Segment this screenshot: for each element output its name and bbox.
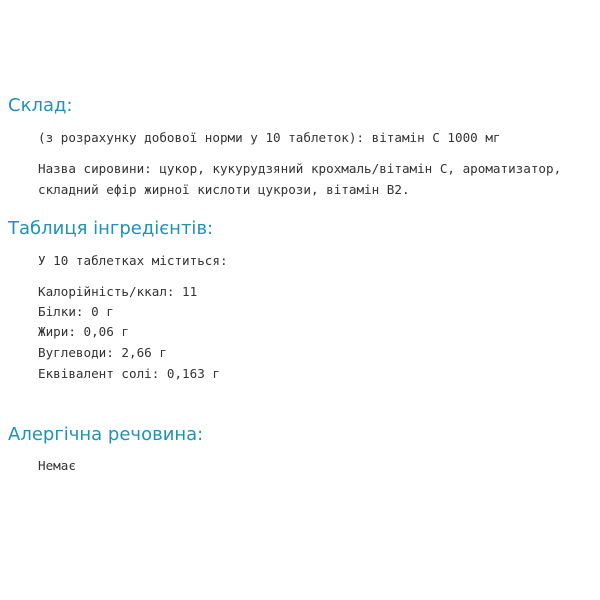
raw-materials-line-1: Назва сировини: цукор, кукурудзяний крохмаль/вітамін С, ароматизатор, bbox=[38, 161, 562, 176]
raw-materials-line-2: складний ефір жирної кислоти цукрози, вітамін В2. bbox=[38, 182, 410, 197]
nutrition-row-salt: Еквівалент солі: 0,163 г bbox=[38, 366, 220, 381]
nutrition-row-calories: Калорійність/ккал: 11 bbox=[38, 284, 198, 299]
ingredients-table-heading: Таблиця інгредієнтів: bbox=[8, 218, 214, 239]
ingredients-intro: У 10 таблетках міститься: bbox=[38, 253, 228, 268]
nutrition-row-carbohydrates: Вуглеводи: 2,66 г bbox=[38, 345, 167, 360]
allergen-value: Немає bbox=[38, 458, 76, 473]
allergen-heading: Алергічна речовина: bbox=[8, 424, 204, 445]
composition-heading: Склад: bbox=[8, 95, 73, 116]
nutrition-row-protein: Білки: 0 г bbox=[38, 304, 114, 319]
dosage-note: (з розрахунку добової норми у 10 таблеток): вітамін С 1000 мг bbox=[38, 130, 501, 145]
nutrition-row-fat: Жири: 0,06 г bbox=[38, 324, 129, 339]
